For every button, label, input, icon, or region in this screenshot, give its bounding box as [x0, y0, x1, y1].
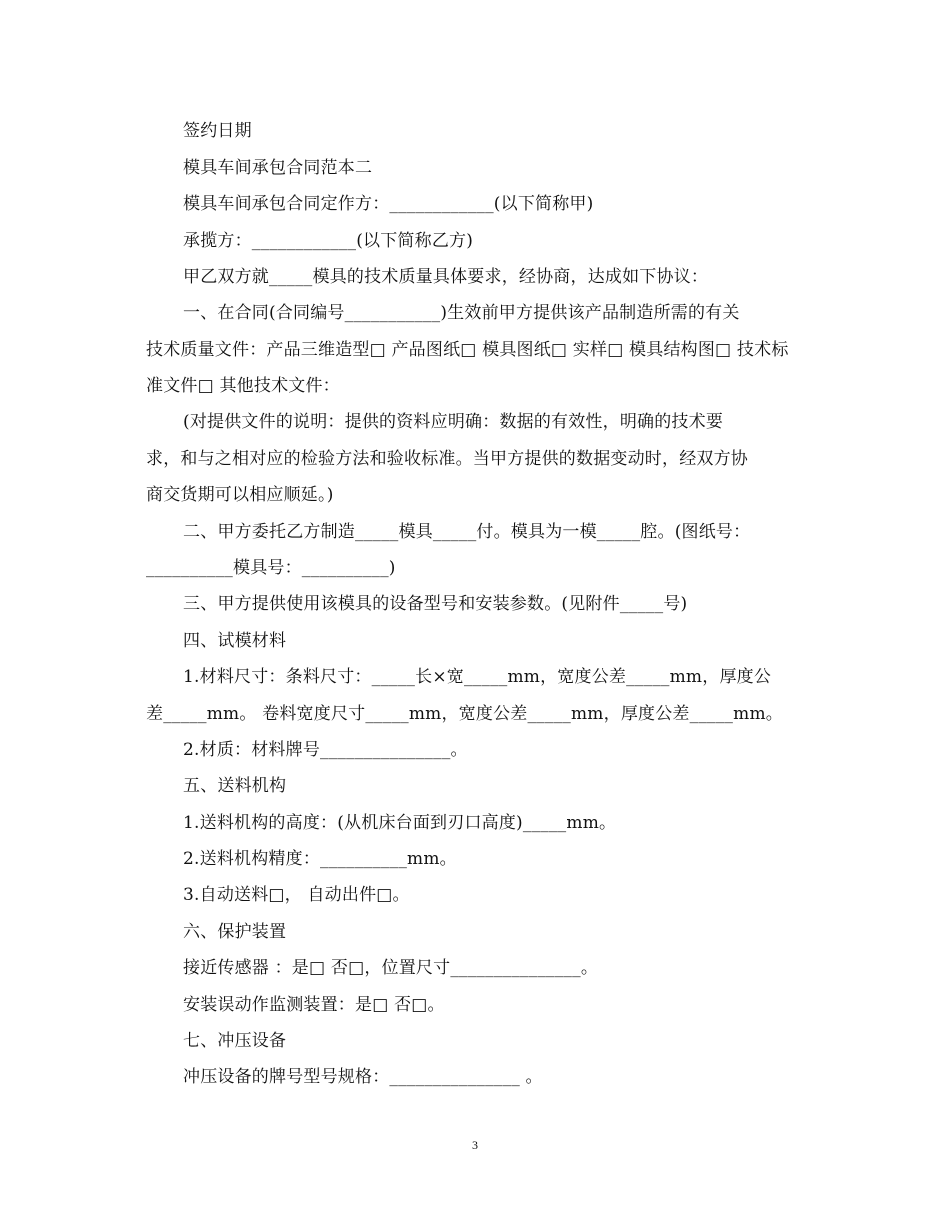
- text-line: 模具车间承包合同范本二: [183, 158, 373, 178]
- text-line: 安装误动作监测装置：是□ 否□。: [183, 995, 445, 1015]
- text-line: 签约日期: [183, 121, 252, 141]
- section-heading: 七、冲压设备: [183, 1031, 287, 1051]
- text-line: 商交货期可以相应顺延。): [146, 485, 334, 505]
- text-line: 求，和与之相对应的检验方法和验收标准。当甲方提供的数据变动时，经双方协: [146, 449, 748, 469]
- section-heading: 六、保护装置: [183, 922, 287, 942]
- text-line: __________模具号：__________): [146, 558, 396, 578]
- text-line: (对提供文件的说明：提供的资料应明确：数据的有效性，明确的技术要: [183, 412, 724, 432]
- section-heading: 五、送料机构: [183, 776, 287, 796]
- page-number: 3: [472, 1138, 478, 1152]
- text-line: 差_____mm。 卷料宽度尺寸_____mm，宽度公差_____mm，厚度公差_____mm。: [146, 704, 783, 724]
- text-line: 2.材质：材料牌号_______________。: [183, 740, 468, 760]
- text-line: 模具车间承包合同定作方：____________(以下简称甲): [183, 194, 594, 214]
- text-line: 1.送料机构的高度：(从机床台面到刃口高度)_____mm。: [183, 813, 617, 833]
- text-line: 1.材料尺寸：条料尺寸：_____长×宽_____mm，宽度公差_____mm，厚度公: [183, 667, 772, 687]
- text-line: 准文件□ 其他技术文件：: [146, 376, 340, 396]
- text-line: 三、甲方提供使用该模具的设备型号和安装参数。(见附件_____号): [183, 594, 688, 614]
- text-line: 一、在合同(合同编号___________)生效前甲方提供该产品制造所需的有关: [183, 303, 740, 323]
- text-line: 技术质量文件：产品三维造型□ 产品图纸□ 模具图纸□ 实样□ 模具结构图□ 技术标: [146, 340, 789, 360]
- text-line: 2.送料机构精度：__________mm。: [183, 849, 457, 869]
- text-line: 承揽方：____________(以下简称乙方): [183, 231, 474, 251]
- text-line: 甲乙双方就_____模具的技术质量具体要求，经协商，达成如下协议：: [183, 267, 709, 287]
- text-line: 冲压设备的牌号型号规格：_______________ 。: [183, 1067, 543, 1087]
- text-line: 接近传感器 ：是□ 否□，位置尺寸_______________。: [183, 958, 599, 978]
- text-line: 3.自动送料□， 自动出件□。: [183, 885, 410, 905]
- text-line: 二、甲方委托乙方制造_____模具_____付。模具为一模_____腔。(图纸号：: [183, 522, 751, 542]
- section-heading: 四、试模材料: [183, 631, 287, 651]
